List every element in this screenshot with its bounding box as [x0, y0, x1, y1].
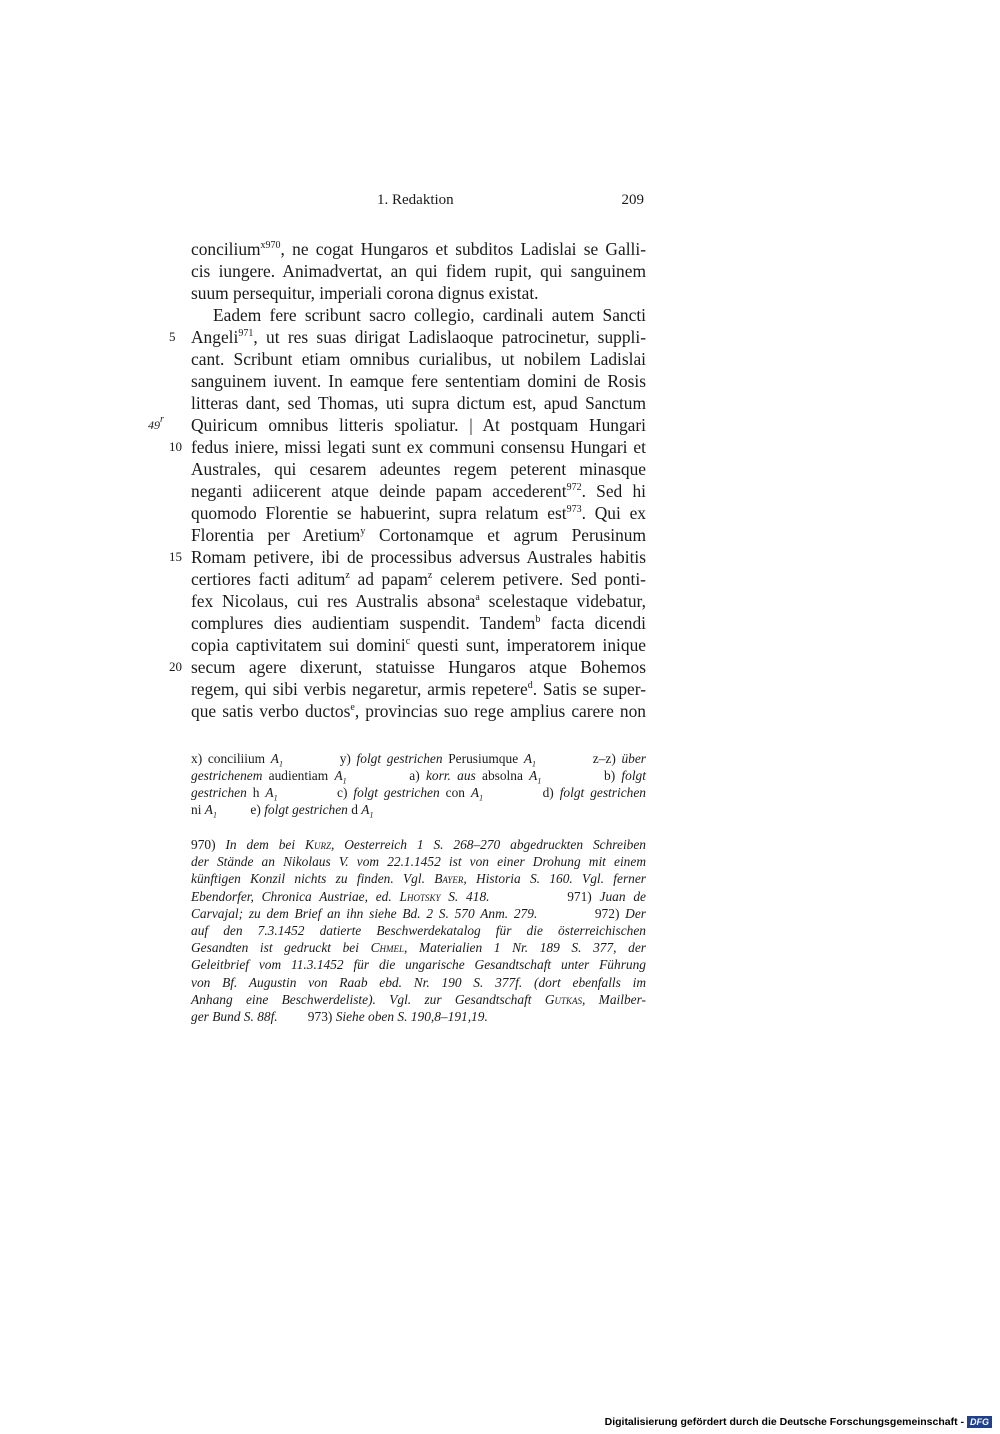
- text-line: litteras dant, sed Thomas, uti supra dictum est, apud Sanctum: [191, 393, 646, 413]
- note-line: Geleitbrief vom 11.3.1452 für die ungarische Gesandtschaft unter Führung: [191, 957, 646, 973]
- text-line: Angeli$^{971}$, ut res suas dirigat Ladislaoque patrocinetur, suppli- 5: [169, 327, 646, 347]
- text-line: regem, qui sibi verbis negaretur, armis repetere$^d$. Satis se super-: [191, 679, 647, 699]
- text-line: complures dies audientiam suspendit. Tandem$^b$ facta dicendi: [191, 613, 646, 633]
- text-line: certiores facti aditum$^z$ ad papam$^z$ celerem petivere. Sed ponti-: [191, 569, 646, 589]
- text-line: neganti adiicerent atque deinde papam accederent$^{972}$. Sed hi: [191, 481, 646, 501]
- main-text-block: [148, 238, 647, 722]
- note-line: Gesandten ist gedruckt bei Chmel, Materialien 1 Nr. 189 S. 377, der: [191, 940, 646, 956]
- page-number: 209: [621, 192, 644, 208]
- apparatus-line: x) conciliium $A_1$ y) folgt gestrichen Perusiumque $A_1$ z–z) über: [191, 751, 647, 769]
- text-line: copia captivitatem sui domini$^c$ questi sunt, imperatorem inique: [191, 635, 646, 655]
- dfg-logo-icon: DFG: [967, 1416, 992, 1428]
- text-line: que satis verbo ductos$^e$, provincias suo rege amplius carere non: [191, 701, 646, 721]
- note-line: ger Bund S. 88f. 973) Siehe oben S. 190,8–191,19.: [191, 1008, 488, 1024]
- text-line: suum persequitur, imperiali corona dignus existat.: [191, 283, 539, 303]
- note-line: Carvajal; zu dem Brief an ihn siehe Bd. 2 S. 570 Anm. 279. 972) Der: [191, 905, 646, 921]
- text-line: fedus iniere, missi legati sunt ex communi consensu Hungari et 10: [169, 437, 646, 457]
- critical-apparatus: [191, 750, 646, 818]
- text-line: quomodo Florentie se habuerint, supra relatum est$^{973}$. Qui ex: [191, 503, 647, 523]
- apparatus-line: gestrichen h $A_1$ c) folgt gestrichen con $A_1$ d) folgt gestrichen: [191, 785, 646, 803]
- text-line: sanguinem iuvent. In eamque fere sententiam domini de Rosis: [191, 371, 646, 391]
- text-line: cis iungere. Animadvertat, an qui fidem rupit, qui sanguinem: [191, 261, 646, 281]
- note-line: künftigen Konzil nichts zu finden. Vgl. Bayer, Historia S. 160. Vgl. ferner: [191, 871, 647, 887]
- text-line: cant. Scribunt etiam omnibus curialibus, ut nobilem Ladislai: [191, 349, 646, 369]
- note-line: von Bf. Augustin von Raab ebd. Nr. 190 S. 377f. (dort ebenfalls im: [191, 974, 646, 990]
- line-number: 5: [169, 329, 176, 344]
- folio-marker: 49$^r$: [148, 414, 164, 432]
- text-line: secum agere dixerunt, statuisse Hungaros atque Bohemos 20: [169, 657, 646, 677]
- text-line: Quiricum omnibus litteris spoliatur. | At postquam Hungari 49$^r$: [148, 414, 646, 435]
- note-line: Anhang eine Beschwerdeliste). Vgl. zur Gesandtschaft Gutkas, Mailber-: [191, 991, 647, 1007]
- note-line: der Stände an Nikolaus V. vom 22.1.1452 ist von einer Drohung mit einem: [191, 854, 646, 870]
- note-line: auf den 7.3.1452 datierte Beschwerdekatalog für die österreichischen: [191, 922, 646, 938]
- text-line: Romam petivere, ibi de processibus adversus Australes habitis 15: [169, 547, 646, 567]
- chapter-title: 1. Redaktion: [377, 192, 454, 208]
- dfg-credit: [605, 1416, 992, 1428]
- text-line: Eadem fere scribunt sacro collegio, cardinali autem Sancti: [213, 305, 646, 325]
- note-line: 970) In dem bei Kurz, Oesterreich 1 S. 268–270 abgedruckten Schreiben: [191, 837, 646, 852]
- apparatus-line: gestrichenem audientiam $A_1$ a) korr. aus absolna $A_1$ b) folgt: [191, 768, 646, 786]
- text-line: fex Nicolaus, cui res Australis absona$^a$ scelestaque videbatur,: [191, 591, 646, 611]
- running-header: [191, 192, 646, 216]
- text-line: concilium$^{x970}$, ne cogat Hungaros et subditos Ladislai se Galli-: [191, 239, 646, 259]
- apparatus-line: ni $A_1$ e) folgt gestrichen d $A_1$: [191, 802, 374, 820]
- note-line: Ebendorfer, Chronica Austriae, ed. Lhotsky S. 418. 971) Juan de: [191, 888, 646, 904]
- text-line: Australes, qui cesarem adeuntes regem peterent minasque: [191, 459, 646, 479]
- commentary-notes: [191, 836, 646, 1025]
- text-line: Florentia per Aretium$^y$ Cortonamque et agrum Perusinum: [191, 525, 646, 545]
- line-number: 10: [169, 439, 182, 454]
- dfg-credit-text: Digitalisierung gefördert durch die Deutsche Forschungsgemeinschaft -: [604, 1416, 964, 1428]
- line-number: 20: [169, 659, 182, 674]
- line-number: 15: [169, 549, 182, 564]
